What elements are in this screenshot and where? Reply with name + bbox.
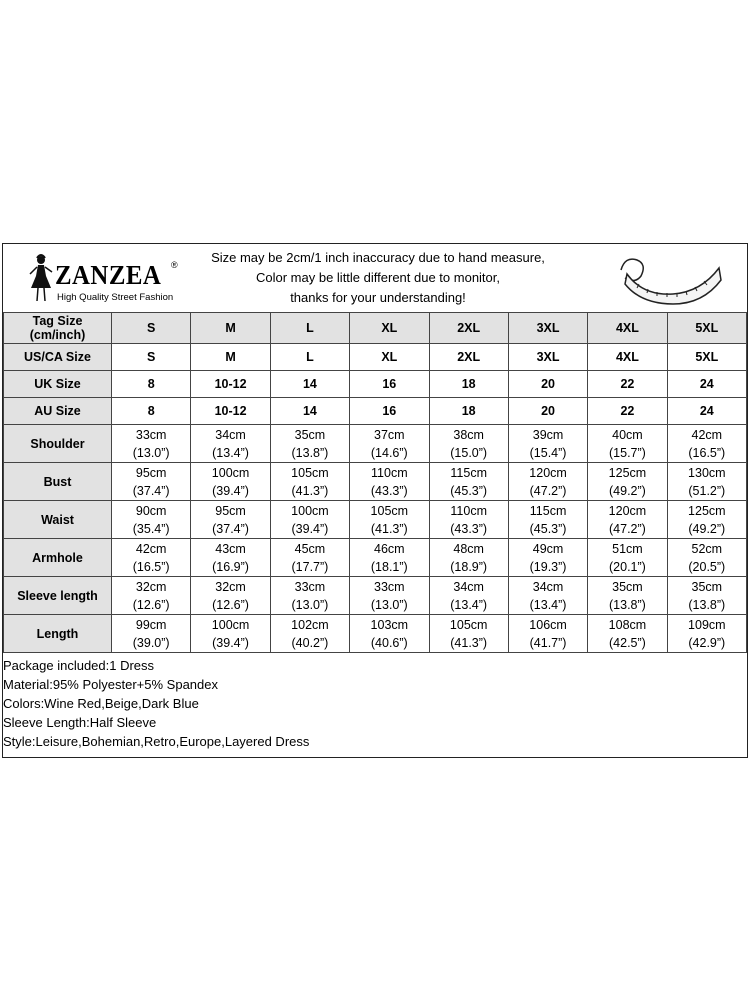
tag-size-cell: 3XL — [508, 313, 587, 344]
measurement-row — [4, 463, 747, 501]
measurement-cell — [350, 577, 429, 615]
cm-value: 37cm — [374, 427, 405, 442]
size-value-cell: 24 — [667, 398, 746, 425]
inch-value: (39.4”) — [212, 635, 249, 650]
measurement-cell — [429, 501, 508, 539]
inch-value: (42.5”) — [609, 635, 646, 650]
measurement-cell — [191, 577, 270, 615]
inch-value: (37.4”) — [132, 483, 170, 498]
measurement-row — [4, 577, 747, 615]
inch-value: (12.6”) — [132, 597, 170, 612]
cm-value: 100cm — [291, 503, 329, 518]
measurement-cell — [112, 463, 191, 501]
inch-value: (17.7”) — [291, 559, 329, 574]
inch-value: (13.0”) — [132, 445, 170, 460]
cm-value: 105cm — [370, 503, 409, 518]
cm-value: 120cm — [529, 465, 567, 480]
inch-value: (49.2”) — [688, 521, 726, 536]
size-value-cell: 16 — [350, 398, 429, 425]
size-conversion-row — [4, 344, 747, 371]
inch-value: (16.5”) — [132, 559, 170, 574]
inch-value: (41.3”) — [370, 521, 408, 536]
cm-value: 32cm — [135, 579, 167, 594]
cm-value: 42cm — [135, 541, 167, 556]
measurement-cell — [508, 615, 587, 653]
tag-size-label-line: Tag Size — [32, 314, 83, 328]
tag-size-cell: XL — [350, 313, 429, 344]
detail-sleeve-length: Sleeve Length:Half Sleeve — [3, 715, 157, 730]
cm-value: 42cm — [691, 427, 723, 442]
inch-value: (37.4”) — [212, 521, 249, 536]
measurement-cell — [112, 425, 191, 463]
size-value-cell: 16 — [350, 371, 429, 398]
inch-value: (42.9”) — [688, 635, 726, 650]
measurement-cell — [191, 425, 270, 463]
inch-value: (12.6”) — [212, 597, 249, 612]
size-notice — [173, 248, 583, 308]
size-value-cell: 10-12 — [191, 371, 270, 398]
row-label: Shoulder — [4, 425, 112, 463]
measurement-cell — [429, 425, 508, 463]
inch-value: (14.6”) — [370, 445, 408, 460]
cm-value: 35cm — [612, 579, 643, 594]
cm-value: 130cm — [688, 465, 726, 480]
measurement-cell — [508, 577, 587, 615]
registered-mark: ® — [171, 260, 178, 270]
measurement-cell — [350, 539, 429, 577]
measurement-cell — [112, 501, 191, 539]
measurement-cell — [667, 615, 746, 653]
cm-value: 102cm — [291, 617, 329, 632]
notice-line: thanks for your understanding! — [290, 290, 466, 305]
measurement-row — [4, 425, 747, 463]
detail-package: Package included:1 Dress — [3, 658, 155, 673]
size-value-cell: 20 — [508, 398, 587, 425]
size-value-cell: 14 — [270, 398, 349, 425]
measurement-cell — [588, 425, 667, 463]
row-label: Waist — [4, 501, 112, 539]
tag-size-cell: 2XL — [429, 313, 508, 344]
inch-value: (43.3”) — [450, 521, 488, 536]
inch-value: (39.0”) — [132, 635, 170, 650]
size-value-cell: 4XL — [588, 344, 667, 371]
tag-size-unit-line: (cm/inch) — [29, 328, 86, 342]
row-label: AU Size — [4, 398, 112, 425]
measurement-cell — [270, 615, 349, 653]
cm-value: 33cm — [135, 427, 167, 442]
cm-value: 95cm — [215, 503, 246, 518]
measurement-cell — [667, 425, 746, 463]
cm-value: 115cm — [450, 465, 487, 480]
measuring-tape-icon — [615, 250, 725, 306]
measurement-row — [4, 501, 747, 539]
cm-value: 32cm — [215, 579, 246, 594]
measurement-cell — [667, 501, 746, 539]
size-value-cell: 14 — [270, 371, 349, 398]
cm-value: 125cm — [688, 503, 726, 518]
measurement-cell — [508, 463, 587, 501]
cm-value: 45cm — [294, 541, 326, 556]
measurement-row — [4, 539, 747, 577]
row-label: Bust — [4, 463, 112, 501]
measurement-cell — [667, 463, 746, 501]
row-label: Armhole — [4, 539, 112, 577]
tag-size-cell: 4XL — [588, 313, 667, 344]
cm-value: 120cm — [608, 503, 647, 518]
detail-colors: Colors:Wine Red,Beige,Dark Blue — [3, 696, 199, 711]
inch-value: (41.3”) — [291, 483, 329, 498]
inch-value: (16.9”) — [212, 559, 249, 574]
measurement-cell — [429, 539, 508, 577]
inch-value: (47.2”) — [609, 521, 646, 536]
size-table — [3, 312, 747, 653]
cm-value: 90cm — [135, 503, 167, 518]
inch-value: (35.4”) — [132, 521, 170, 536]
measurement-cell — [508, 539, 587, 577]
inch-value: (45.3”) — [450, 483, 488, 498]
inch-value: (13.4”) — [529, 597, 567, 612]
inch-value: (13.8”) — [688, 597, 726, 612]
cm-value: 39cm — [532, 427, 564, 442]
cm-value: 51cm — [612, 541, 643, 556]
measurement-cell — [667, 539, 746, 577]
measurement-cell — [588, 501, 667, 539]
cm-value: 105cm — [291, 465, 329, 480]
cm-value: 38cm — [453, 427, 484, 442]
cm-value: 108cm — [608, 617, 647, 632]
measurement-cell — [588, 577, 667, 615]
measurement-cell — [350, 425, 429, 463]
measurement-cell — [429, 577, 508, 615]
cm-value: 99cm — [135, 617, 167, 632]
measurement-cell — [508, 425, 587, 463]
measurement-cell — [508, 501, 587, 539]
cm-value: 49cm — [532, 541, 564, 556]
measurement-cell — [270, 463, 349, 501]
detail-material: Material:95% Polyester+5% Spandex — [3, 677, 218, 692]
brand-logo — [23, 252, 193, 304]
inch-value: (13.0”) — [370, 597, 408, 612]
measurement-cell — [270, 577, 349, 615]
measurement-cell — [350, 501, 429, 539]
measurement-cell — [350, 615, 429, 653]
size-value-cell: 20 — [508, 371, 587, 398]
cm-value: 110cm — [371, 465, 408, 480]
measurement-cell — [588, 615, 667, 653]
size-chart — [2, 243, 748, 758]
size-value-cell: 18 — [429, 398, 508, 425]
detail-style: Style:Leisure,Bohemian,Retro,Europe,Layered Dress — [3, 734, 310, 749]
cm-value: 95cm — [135, 465, 167, 480]
inch-value: (16.5”) — [688, 445, 726, 460]
cm-value: 109cm — [688, 617, 726, 632]
size-value-cell: 8 — [112, 398, 191, 425]
cm-value: 105cm — [449, 617, 488, 632]
size-value-cell: 24 — [667, 371, 746, 398]
cm-value: 34cm — [215, 427, 246, 442]
measurement-cell — [429, 463, 508, 501]
measurement-cell — [112, 615, 191, 653]
measurement-cell — [667, 577, 746, 615]
measurement-cell — [588, 539, 667, 577]
measurement-row — [4, 615, 747, 653]
cm-value: 35cm — [691, 579, 723, 594]
cm-value: 48cm — [453, 541, 484, 556]
size-value-cell: 3XL — [508, 344, 587, 371]
inch-value: (41.7”) — [529, 635, 567, 650]
cm-value: 33cm — [374, 579, 405, 594]
cm-value: 40cm — [612, 427, 643, 442]
brand-name: ZANZEA — [55, 260, 162, 290]
notice-line: Color may be little different due to monitor, — [256, 270, 500, 285]
cm-value: 106cm — [529, 617, 567, 632]
size-value-cell: M — [191, 344, 270, 371]
inch-value: (15.4”) — [529, 445, 567, 460]
product-details — [3, 656, 747, 751]
cm-value: 100cm — [211, 617, 250, 632]
cm-value: 103cm — [370, 617, 409, 632]
inch-value: (43.3”) — [370, 483, 408, 498]
measurement-cell — [112, 577, 191, 615]
measurement-cell — [191, 501, 270, 539]
cm-value: 110cm — [450, 503, 487, 518]
measurement-cell — [270, 501, 349, 539]
size-value-cell: 5XL — [667, 344, 746, 371]
inch-value: (41.3”) — [450, 635, 488, 650]
size-value-cell: 10-12 — [191, 398, 270, 425]
inch-value: (15.7”) — [609, 445, 646, 460]
measurement-cell — [588, 463, 667, 501]
row-label: Sleeve length — [4, 577, 112, 615]
size-conversion-row — [4, 398, 747, 425]
size-value-cell: XL — [350, 344, 429, 371]
measurement-cell — [191, 539, 270, 577]
tag-size-label — [4, 313, 112, 344]
cm-value: 34cm — [453, 579, 484, 594]
cm-value: 35cm — [294, 427, 326, 442]
measurement-cell — [350, 463, 429, 501]
inch-value: (40.6”) — [370, 635, 408, 650]
size-value-cell: 22 — [588, 371, 667, 398]
tag-size-cell: M — [191, 313, 270, 344]
inch-value: (51.2”) — [688, 483, 726, 498]
inch-value: (47.2”) — [529, 483, 567, 498]
brand-tagline: High Quality Street Fashion — [57, 292, 174, 303]
cm-value: 115cm — [529, 503, 567, 518]
cm-value: 46cm — [374, 541, 405, 556]
size-value-cell: S — [112, 344, 191, 371]
measurement-cell — [191, 463, 270, 501]
measurement-cell — [112, 539, 191, 577]
inch-value: (45.3”) — [529, 521, 567, 536]
inch-value: (39.4”) — [212, 483, 249, 498]
inch-value: (20.1”) — [609, 559, 646, 574]
inch-value: (13.4”) — [450, 597, 488, 612]
cm-value: 100cm — [211, 465, 250, 480]
inch-value: (13.8”) — [609, 597, 646, 612]
row-label: Length — [4, 615, 112, 653]
cm-value: 125cm — [608, 465, 647, 480]
size-chart-header — [3, 244, 747, 313]
size-value-cell: 8 — [112, 371, 191, 398]
tag-size-cell: 5XL — [667, 313, 746, 344]
inch-value: (18.9”) — [450, 559, 488, 574]
fashion-figure-icon — [27, 254, 55, 304]
inch-value: (13.8”) — [291, 445, 329, 460]
cm-value: 33cm — [294, 579, 326, 594]
inch-value: (49.2”) — [609, 483, 646, 498]
inch-value: (18.1”) — [370, 559, 408, 574]
inch-value: (15.0”) — [450, 445, 488, 460]
inch-value: (20.5”) — [688, 559, 726, 574]
cm-value: 43cm — [215, 541, 246, 556]
row-label: US/CA Size — [4, 344, 112, 371]
cm-value: 52cm — [691, 541, 723, 556]
size-value-cell: 18 — [429, 371, 508, 398]
inch-value: (13.4”) — [212, 445, 249, 460]
measurement-cell — [270, 539, 349, 577]
size-conversion-row — [4, 371, 747, 398]
tag-size-cell: S — [112, 313, 191, 344]
inch-value: (13.0”) — [291, 597, 329, 612]
size-value-cell: L — [270, 344, 349, 371]
inch-value: (19.3”) — [529, 559, 567, 574]
size-value-cell: 22 — [588, 398, 667, 425]
cm-value: 34cm — [532, 579, 564, 594]
measurement-cell — [270, 425, 349, 463]
size-value-cell: 2XL — [429, 344, 508, 371]
inch-value: (39.4”) — [291, 521, 329, 536]
tag-size-row — [4, 313, 747, 344]
tag-size-cell: L — [270, 313, 349, 344]
notice-line: Size may be 2cm/1 inch inaccuracy due to hand measure, — [211, 250, 545, 265]
measurement-cell — [191, 615, 270, 653]
measurement-cell — [429, 615, 508, 653]
inch-value: (40.2”) — [291, 635, 329, 650]
row-label: UK Size — [4, 371, 112, 398]
